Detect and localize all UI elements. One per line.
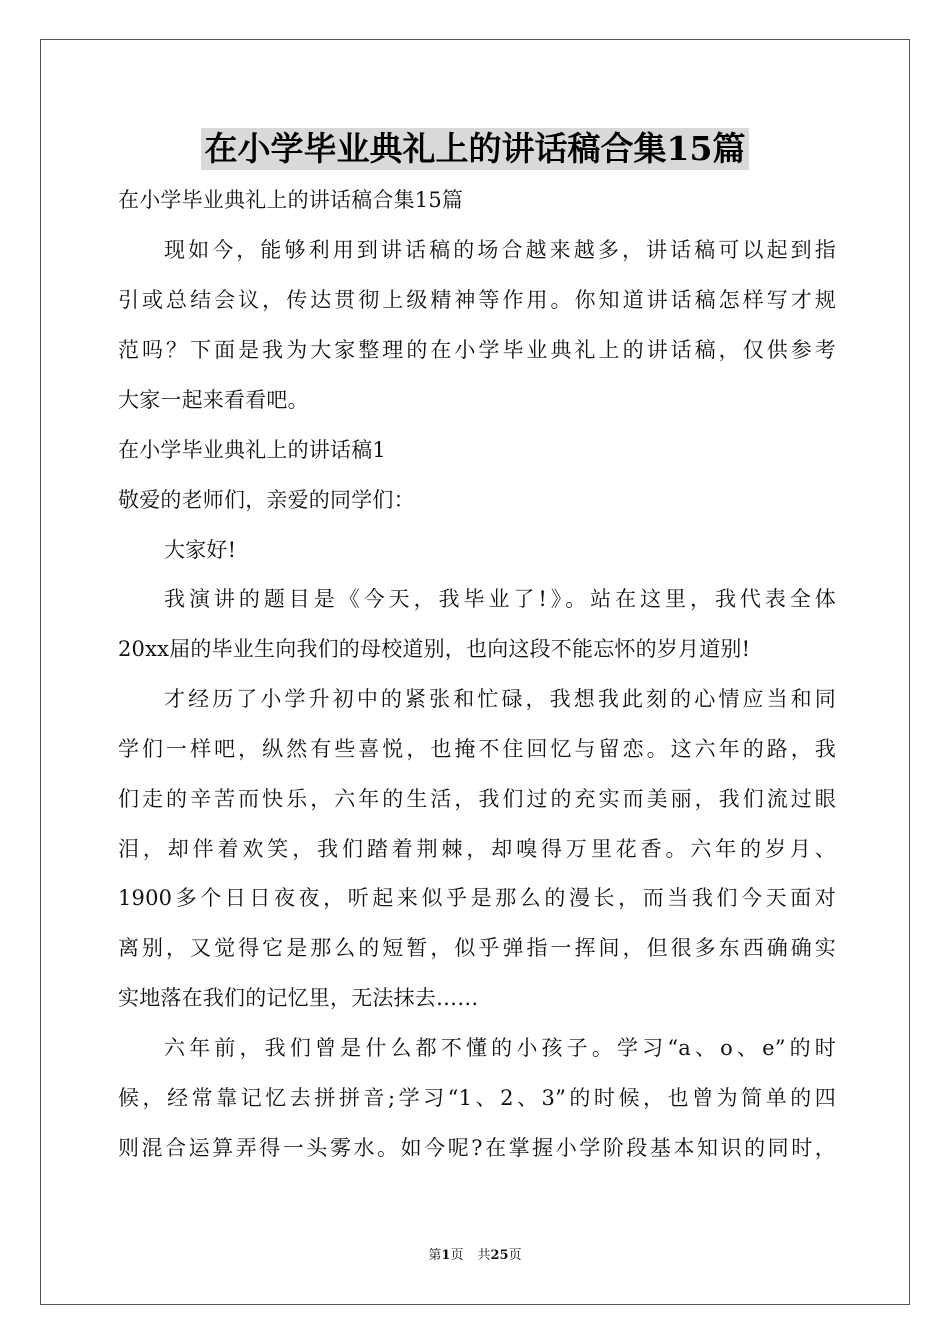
paragraph-line: 学们一样吧，纵然有些喜悦，也掩不住回忆与留恋。这六年的路，我 — [118, 737, 836, 761]
greeting-line: 大家好! — [164, 538, 237, 562]
subtitle-line: 在小学毕业典礼上的讲话稿合集15篇 — [118, 188, 464, 212]
paragraph-line: 1900多个日日夜夜，听起来似乎是那么的漫长，而当我们今天面对 — [118, 886, 836, 910]
salutation-line: 敬爱的老师们，亲爱的同学们： — [118, 488, 415, 512]
paragraph-line: 现如今，能够利用到讲话稿的场合越来越多，讲话稿可以起到指 — [164, 238, 836, 262]
paragraph-line: 20xx届的毕业生向我们的母校道别，也向这段不能忘怀的岁月道别! — [118, 637, 751, 661]
paragraph-line: 六年前，我们曾是什么都不懂的小孩子。学习“a、o、e”的时 — [164, 1036, 836, 1060]
paragraph-line: 则混合运算弄得一头雾水。如今呢?在掌握小学阶段基本知识的同时， — [118, 1136, 836, 1160]
paragraph-line: 离别，又觉得它是那么的短暂，似乎弹指一挥间，但很多东西确确实 — [118, 936, 836, 960]
page-prefix: 第 — [428, 1248, 442, 1263]
page-number: 1 — [441, 1248, 451, 1263]
paragraph-line: 引或总结会议，传达贯彻上级精神等作用。你知道讲话稿怎样写才规 — [118, 288, 836, 312]
paragraph-line: 们走的辛苦而快乐，六年的生活，我们过的充实而美丽，我们流过眼 — [118, 787, 836, 811]
page-border — [40, 39, 910, 1305]
total-pages: 25 — [490, 1248, 509, 1263]
total-suffix: 页 — [508, 1248, 522, 1263]
page-suffix: 页 — [450, 1248, 464, 1263]
total-prefix: 共 — [477, 1248, 491, 1263]
section-heading: 在小学毕业典礼上的讲话稿1 — [118, 438, 386, 462]
paragraph-line: 实地落在我们的记忆里，无法抹去…… — [118, 986, 479, 1010]
paragraph-line: 大家一起来看看吧。 — [118, 388, 309, 412]
paragraph-line: 才经历了小学升初中的紧张和忙碌，我想我此刻的心情应当和同 — [164, 687, 836, 711]
paragraph-line: 泪，却伴着欢笑，我们踏着荆棘，却嗅得万里花香。六年的岁月、 — [118, 837, 836, 861]
paragraph-line: 范吗？下面是我为大家整理的在小学毕业典礼上的讲话稿，仅供参考 — [118, 338, 836, 362]
title-container — [0, 128, 950, 170]
paragraph-line: 候，经常靠记忆去拼拼音;学习“1、2、3”的时候，也曾为简单的四 — [118, 1086, 836, 1110]
paragraph-line: 我演讲的题目是《今天，我毕业了!》。站在这里，我代表全体 — [164, 587, 836, 611]
document-title: 在小学毕业典礼上的讲话稿合集15篇 — [201, 128, 750, 170]
page-footer — [0, 1247, 950, 1265]
